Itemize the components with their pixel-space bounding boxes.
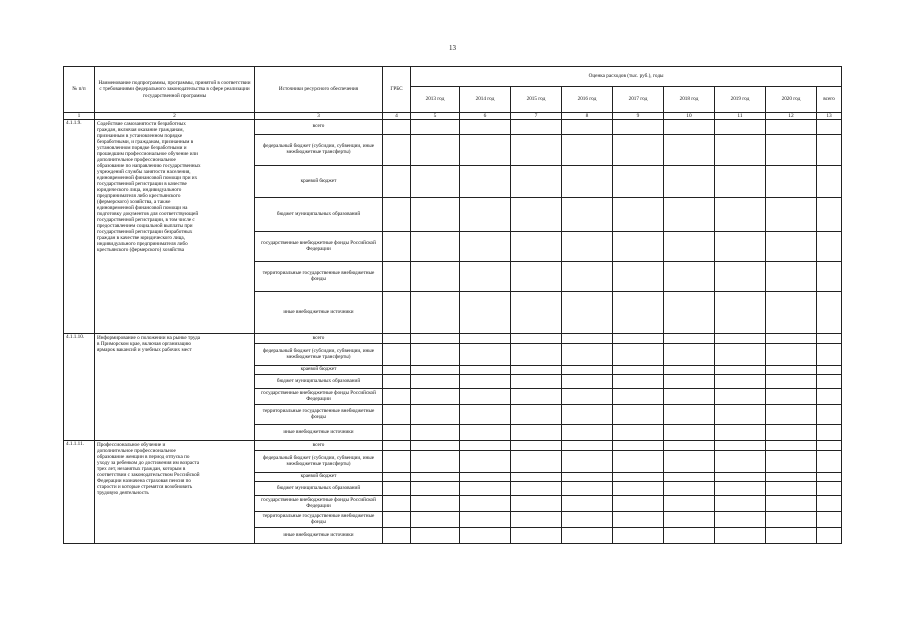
value-cell [766,528,817,544]
value-cell [562,441,613,451]
value-cell [383,120,411,135]
value-cell [715,135,766,166]
column-number: 1 [64,113,95,120]
value-cell [613,482,664,496]
value-cell [715,473,766,482]
value-cell [460,292,511,334]
value-cell [613,425,664,441]
source-cell: бюджет муниципальных образований [255,375,383,389]
value-cell [562,198,613,232]
value-cell [411,120,460,135]
value-cell [715,425,766,441]
value-cell [562,375,613,389]
value-cell [511,135,562,166]
value-cell [817,528,842,544]
value-cell [817,405,842,425]
value-cell [383,441,411,451]
value-cell [511,366,562,375]
value-cell [411,262,460,292]
value-cell [411,334,460,344]
value-cell [664,389,715,405]
value-cell [460,375,511,389]
value-cell [460,482,511,496]
value-cell [562,262,613,292]
value-cell [460,512,511,528]
column-number-row [64,113,842,120]
header-year: 2015 год [511,87,562,113]
value-cell [664,166,715,198]
row-number: 4.1.1.9. [64,120,95,334]
value-cell [383,512,411,528]
value-cell [715,198,766,232]
value-cell [715,451,766,473]
value-cell [766,166,817,198]
value-cell [817,334,842,344]
value-cell [383,366,411,375]
table-row [64,334,842,344]
value-cell [664,405,715,425]
value-cell [511,441,562,451]
value-cell [511,389,562,405]
value-cell [383,135,411,166]
value-cell [613,334,664,344]
row-name: Профессиональное обучение и дополнительное профессиональное образование женщин в период отпуска по уходу за ребенком до достижения им возраста трех лет, незанятых граждан, которым в соответствии с законодательством Российской Федерации назначена страховая пенсия по старости и которые стремятся возобновить трудовую деятельность [95,441,255,544]
value-cell [460,198,511,232]
value-cell [817,389,842,405]
value-cell [817,292,842,334]
source-cell: федеральный бюджет (субсидии, субвенции, иные межбюджетные трансферты) [255,135,383,166]
value-cell [511,198,562,232]
value-cell [460,232,511,262]
value-cell [664,375,715,389]
value-cell [562,482,613,496]
value-cell [511,473,562,482]
value-cell [817,166,842,198]
value-cell [383,482,411,496]
value-cell [460,496,511,512]
value-cell [383,198,411,232]
value-cell [766,405,817,425]
value-cell [511,344,562,366]
column-number: 9 [613,113,664,120]
value-cell [817,496,842,512]
value-cell [664,262,715,292]
value-cell [664,292,715,334]
value-cell [511,262,562,292]
value-cell [411,405,460,425]
value-cell [766,135,817,166]
value-cell [562,344,613,366]
header-estimate: Оценка расходов (тыс. руб.), годы [411,67,842,87]
value-cell [511,496,562,512]
value-cell [766,232,817,262]
value-cell [664,334,715,344]
value-cell [613,166,664,198]
column-number: 4 [383,113,411,120]
value-cell [664,425,715,441]
source-cell: территориальные государственные внебюджетные фонды [255,262,383,292]
value-cell [383,425,411,441]
value-cell [664,496,715,512]
value-cell [766,512,817,528]
value-cell [664,451,715,473]
value-cell [411,496,460,512]
value-cell [613,405,664,425]
value-cell [817,473,842,482]
value-cell [817,366,842,375]
value-cell [766,120,817,135]
value-cell [715,344,766,366]
value-cell [715,166,766,198]
value-cell [613,135,664,166]
value-cell [613,344,664,366]
value-cell [613,496,664,512]
value-cell [460,441,511,451]
header-year: 2013 год [411,87,460,113]
value-cell [411,528,460,544]
source-cell: федеральный бюджет (субсидии, субвенции, иные межбюджетные трансферты) [255,344,383,366]
value-cell [613,441,664,451]
value-cell [383,405,411,425]
value-cell [817,198,842,232]
value-cell [511,482,562,496]
value-cell [562,425,613,441]
value-cell [766,334,817,344]
value-cell [817,344,842,366]
value-cell [383,496,411,512]
value-cell [715,441,766,451]
value-cell [511,512,562,528]
source-cell: краевой бюджет [255,166,383,198]
value-cell [383,375,411,389]
value-cell [562,135,613,166]
header-year: 2017 год [613,87,664,113]
value-cell [715,405,766,425]
value-cell [613,528,664,544]
value-cell [411,473,460,482]
value-cell [411,482,460,496]
value-cell [562,292,613,334]
value-cell [766,451,817,473]
source-cell: всего [255,120,383,135]
value-cell [664,344,715,366]
source-cell: всего [255,441,383,451]
value-cell [383,451,411,473]
value-cell [562,473,613,482]
header-year: 2016 год [562,87,613,113]
source-cell: краевой бюджет [255,473,383,482]
row-number: 4.1.1.11. [64,441,95,544]
value-cell [511,232,562,262]
value-cell [766,375,817,389]
value-cell [613,262,664,292]
value-cell [411,441,460,451]
value-cell [460,334,511,344]
value-cell [411,512,460,528]
value-cell [460,120,511,135]
value-cell [383,262,411,292]
value-cell [817,232,842,262]
value-cell [766,441,817,451]
value-cell [664,528,715,544]
value-cell [613,120,664,135]
source-cell: федеральный бюджет (субсидии, субвенции, иные межбюджетные трансферты) [255,451,383,473]
value-cell [613,366,664,375]
column-number: 8 [562,113,613,120]
value-cell [817,425,842,441]
value-cell [715,120,766,135]
value-cell [460,528,511,544]
value-cell [664,120,715,135]
source-cell: территориальные государственные внебюджетные фонды [255,512,383,528]
value-cell [562,512,613,528]
value-cell [613,512,664,528]
value-cell [460,135,511,166]
value-cell [383,344,411,366]
value-cell [715,292,766,334]
value-cell [766,389,817,405]
value-cell [511,166,562,198]
value-cell [817,135,842,166]
value-cell [613,198,664,232]
value-cell [411,344,460,366]
value-cell [664,135,715,166]
value-cell [715,366,766,375]
column-number: 5 [411,113,460,120]
value-cell [664,473,715,482]
value-cell [383,232,411,262]
value-cell [715,334,766,344]
source-cell: государственные внебюджетные фонды Российской Федерации [255,232,383,262]
page-number: 13 [449,44,456,52]
value-cell [766,262,817,292]
source-cell: бюджет муниципальных образований [255,198,383,232]
header-sources: Источники ресурсного обеспечения [255,67,383,113]
value-cell [383,334,411,344]
value-cell [511,292,562,334]
value-cell [613,473,664,482]
value-cell [766,425,817,441]
value-cell [817,451,842,473]
value-cell [664,441,715,451]
column-number: 11 [715,113,766,120]
value-cell [817,375,842,389]
value-cell [562,120,613,135]
source-cell: бюджет муниципальных образований [255,482,383,496]
value-cell [817,120,842,135]
value-cell [511,375,562,389]
header-name: Наименование подпрограммы, программы, принятой в соответствии с требованиями федерального законодательства в сфере реализации государственной программы [95,67,255,113]
column-number: 10 [664,113,715,120]
value-cell [715,262,766,292]
value-cell [562,366,613,375]
source-cell: краевой бюджет [255,366,383,375]
header-year: 2019 год [715,87,766,113]
value-cell [613,375,664,389]
column-number: 7 [511,113,562,120]
table-row [64,120,842,135]
value-cell [460,366,511,375]
value-cell [715,482,766,496]
value-cell [766,344,817,366]
source-cell: государственные внебюджетные фонды Российской Федерации [255,389,383,405]
value-cell [766,482,817,496]
value-cell [766,473,817,482]
value-cell [766,366,817,375]
value-cell [715,375,766,389]
value-cell [562,528,613,544]
source-cell: иные внебюджетные источники [255,292,383,334]
table-row [64,441,842,451]
value-cell [613,451,664,473]
value-cell [511,120,562,135]
value-cell [411,232,460,262]
value-cell [715,528,766,544]
source-cell: территориальные государственные внебюджетные фонды [255,405,383,425]
value-cell [562,389,613,405]
value-cell [411,166,460,198]
column-number: 12 [766,113,817,120]
value-cell [460,389,511,405]
value-cell [383,389,411,405]
value-cell [766,292,817,334]
value-cell [715,232,766,262]
value-cell [383,292,411,334]
value-cell [383,473,411,482]
value-cell [664,482,715,496]
value-cell [562,451,613,473]
value-cell [383,166,411,198]
value-cell [817,441,842,451]
value-cell [766,198,817,232]
value-cell [511,425,562,441]
value-cell [715,496,766,512]
row-name: Содействие самозанятости безработных граждан, включая оказание гражданам, признанным в установленном порядке безработными, и гражданам, признанным в установленном порядке безработными и прошедшим профессиональное обучение или дополнительное профессиональное образование по направлению государственных учреждений службы занятости населения, единовременной финансовой помощи при их государственной регистрации в качестве юридического лица, индивидуального предпринимателя либо крестьянского (фермерского) хозяйства, а также единовременной финансовой помощи на подготовку документов для соответствующей государственной регистрации, в том числе с предоставлением социальной выплаты при государственной регистрации безработных граждан в качестве юридического лица, индивидуального предпринимателя либо крестьянского (фермерского) хозяйства [95,120,255,334]
value-cell [562,405,613,425]
value-cell [511,405,562,425]
header-total: всего [817,87,842,113]
value-cell [460,344,511,366]
value-cell [664,366,715,375]
value-cell [411,292,460,334]
column-number: 3 [255,113,383,120]
value-cell [562,334,613,344]
value-cell [511,451,562,473]
value-cell [411,198,460,232]
value-cell [817,262,842,292]
value-cell [411,375,460,389]
row-name: Информирование о положении на рынке труда в Приморском крае, включая организацию ярмарок вакансий и учебных рабочих мест [95,334,255,441]
value-cell [411,425,460,441]
value-cell [613,232,664,262]
value-cell [715,512,766,528]
value-cell [664,512,715,528]
value-cell [460,166,511,198]
header-num: № п/п [64,67,95,113]
value-cell [766,496,817,512]
value-cell [817,482,842,496]
value-cell [715,389,766,405]
value-cell [460,425,511,441]
value-cell [817,512,842,528]
value-cell [511,334,562,344]
source-cell: государственные внебюджетные фонды Российской Федерации [255,496,383,512]
column-number: 6 [460,113,511,120]
header-year: 2014 год [460,87,511,113]
source-cell: иные внебюджетные источники [255,528,383,544]
value-cell [460,451,511,473]
source-cell: иные внебюджетные источники [255,425,383,441]
value-cell [460,262,511,292]
value-cell [411,451,460,473]
value-cell [383,528,411,544]
header-year: 2020 год [766,87,817,113]
column-number: 13 [817,113,842,120]
value-cell [511,528,562,544]
header-year: 2018 год [664,87,715,113]
value-cell [411,389,460,405]
source-cell: всего [255,334,383,344]
header-grbs: ГРБС [383,67,411,113]
value-cell [613,389,664,405]
value-cell [460,473,511,482]
budget-table [63,66,842,544]
value-cell [460,405,511,425]
value-cell [664,198,715,232]
value-cell [411,366,460,375]
value-cell [664,232,715,262]
value-cell [562,166,613,198]
value-cell [411,135,460,166]
value-cell [562,232,613,262]
value-cell [562,496,613,512]
column-number: 2 [95,113,255,120]
value-cell [613,292,664,334]
row-number: 4.1.1.10. [64,334,95,441]
